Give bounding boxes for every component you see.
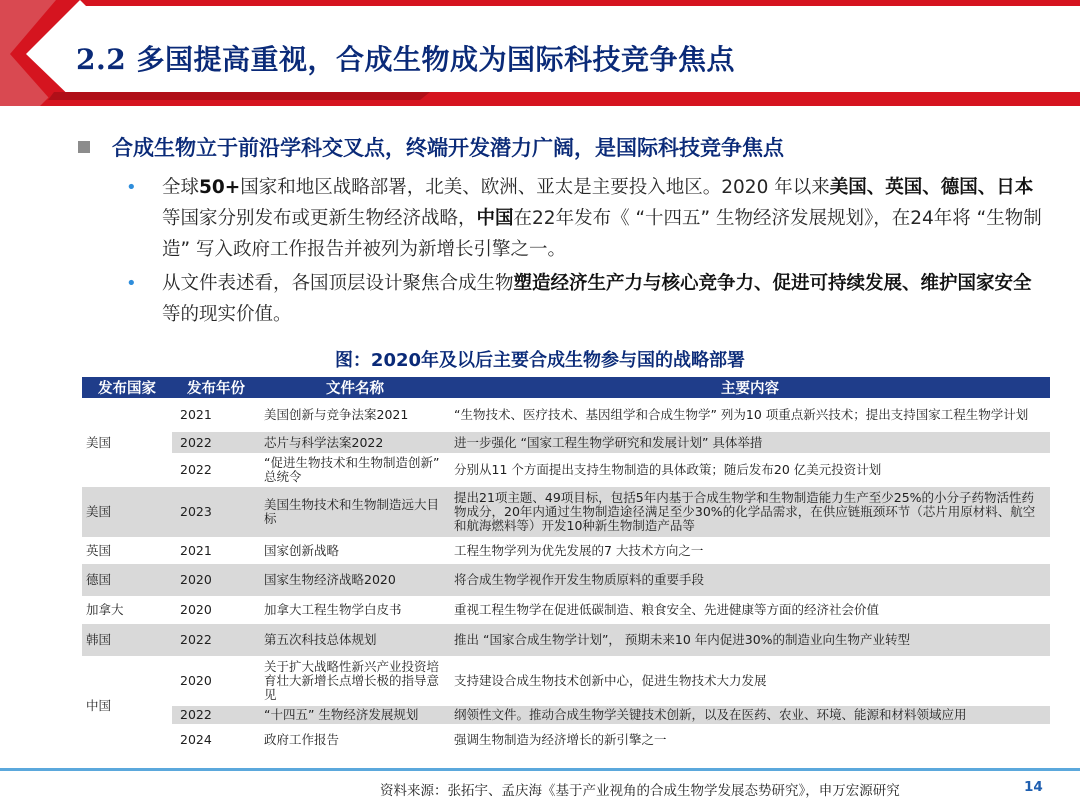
cell-year: 2020	[172, 564, 260, 596]
col-header-country: 发布国家	[82, 377, 172, 398]
dot-bullet-icon: •	[126, 177, 137, 198]
page-number: 14	[1024, 779, 1043, 795]
cell-year: 2021	[180, 542, 212, 558]
cell-year: 2023	[172, 487, 260, 537]
col-header-document: 文件名称	[260, 377, 450, 398]
cell-country: 德国	[82, 564, 172, 596]
cell-document: “促进生物技术和生物制造创新” 总统令	[264, 455, 440, 484]
cell-document: 芯片与科学法案2022	[260, 432, 450, 453]
source-note: 资料来源：张拓宇、孟庆海《基于产业视角的合成生物学发展态势研究》，申万宏源研究	[380, 783, 900, 799]
col-header-content: 主要内容	[450, 377, 1050, 398]
cell-content: 重视工程生物学在促进低碳制造、粮食安全、先进健康等方面的经济社会价值	[454, 602, 880, 617]
col-header-year: 发布年份	[172, 377, 260, 398]
cell-year: 2022	[172, 624, 260, 656]
table-row	[82, 624, 1050, 656]
footer-divider	[0, 768, 1080, 771]
dot-bullet-icon: •	[126, 273, 137, 294]
table-header-row	[82, 377, 1050, 398]
table-row	[82, 487, 1050, 537]
cell-content: 推出 “国家合成生物学计划”， 预期未来10 年内促进30%的制造业向生物产业转型	[450, 624, 1050, 656]
cell-country: 韩国	[82, 624, 172, 656]
cell-content: “生物技术、医疗技术、基因组学和合成生物学” 列为10 项重点新兴技术；提出支持国家工程生物学计划	[454, 407, 1029, 422]
page-title: 2.2 多国提高重视，合成生物成为国际科技竞争焦点	[76, 43, 735, 76]
cell-year: 2024	[180, 732, 212, 747]
table-row	[82, 724, 1050, 756]
cell-document: 国家创新战略	[264, 542, 340, 558]
cell-country: 英国	[86, 542, 112, 558]
cell-year: 2022	[172, 706, 260, 724]
figure-caption: 图：2020年及以后主要合成生物参与国的战略部署	[334, 350, 746, 371]
cell-content: 纲领性文件。推动合成生物学关键技术创新，以及在医药、农业、环境、能源和材料领域应用	[450, 706, 1050, 724]
cell-country: 加拿大	[86, 602, 124, 617]
cell-document: 加拿大工程生物学白皮书	[264, 602, 402, 617]
cell-document: 美国创新与竞争法案2021	[264, 407, 409, 422]
bullet-global-strategy: • 全球50+国家和地区战略部署，北美、欧洲、亚太是主要投入地区。2020 年以来美国、英国、德国、日本等国家分别发布或更新生物经济战略，中国在22年发布《 “十四五” 生物经济发展规划》，在24年将 “生物制造” 写入政府工作报告并被列为新增长引擎之一。	[162, 172, 1042, 265]
cell-content: 分别从11 个方面提出支持生物制造的具体政策；随后发布20 亿美元投资计划	[454, 462, 882, 477]
cell-document: 政府工作报告	[264, 732, 340, 747]
cell-country: 美国	[86, 434, 112, 450]
cell-content: 提出21项主题、49项目标，包括5年内基于合成生物学和生物制造能力生产至少25%的小分子药物活性药物成分，20年内通过生物制造途径满足至少30%的化学品需求，在供应链瓶颈环节（芯片用原材料、航空和航海燃料等）开发10种新生物制造产品等	[450, 487, 1050, 537]
cell-content: 强调生物制造为经济增长的新引擎之一	[454, 732, 667, 747]
cell-document: 关于扩大战略性新兴产业投资培育壮大新增长点增长极的指导意见	[264, 659, 440, 702]
cell-year: 2020	[180, 673, 212, 688]
table-row	[82, 398, 1050, 432]
cell-content: 工程生物学列为优先发展的7 大技术方向之一	[454, 542, 704, 558]
cell-document: 第五次科技总体规划	[260, 624, 450, 656]
square-bullet-icon	[78, 141, 90, 153]
table-row	[82, 656, 1050, 706]
table-row	[82, 564, 1050, 596]
cell-country: 中国	[86, 698, 112, 713]
cell-content: 将合成生物学视作开发生物质原料的重要手段	[450, 564, 1050, 596]
cell-document: “十四五” 生物经济发展规划	[260, 706, 450, 724]
section-heading: 合成生物立于前沿学科交叉点，终端开发潜力广阔，是国际科技竞争焦点	[78, 132, 784, 162]
table-row	[82, 596, 1050, 624]
cell-year: 2022	[172, 432, 260, 453]
cell-content: 支持建设合成生物技术创新中心，促进生物技术大力发展	[454, 673, 767, 688]
cell-document: 美国生物技术和生物制造远大目标	[260, 487, 450, 537]
strategy-table	[82, 377, 1050, 756]
cell-content: 进一步强化 “国家工程生物学研究和发展计划” 具体举措	[450, 432, 1050, 453]
cell-year: 2021	[180, 407, 212, 422]
table-row	[82, 453, 1050, 487]
cell-year: 2020	[180, 602, 212, 617]
table-row	[82, 432, 1050, 453]
cell-year: 2022	[180, 462, 212, 477]
table-row	[82, 537, 1050, 564]
bullet-policy-focus: • 从文件表述看，各国顶层设计聚焦合成生物塑造经济生产力与核心竞争力、促进可持续发展、维护国家安全等的现实价值。	[162, 268, 1042, 330]
table-row	[82, 706, 1050, 724]
cell-country: 美国	[82, 487, 172, 537]
cell-document: 国家生物经济战略2020	[260, 564, 450, 596]
